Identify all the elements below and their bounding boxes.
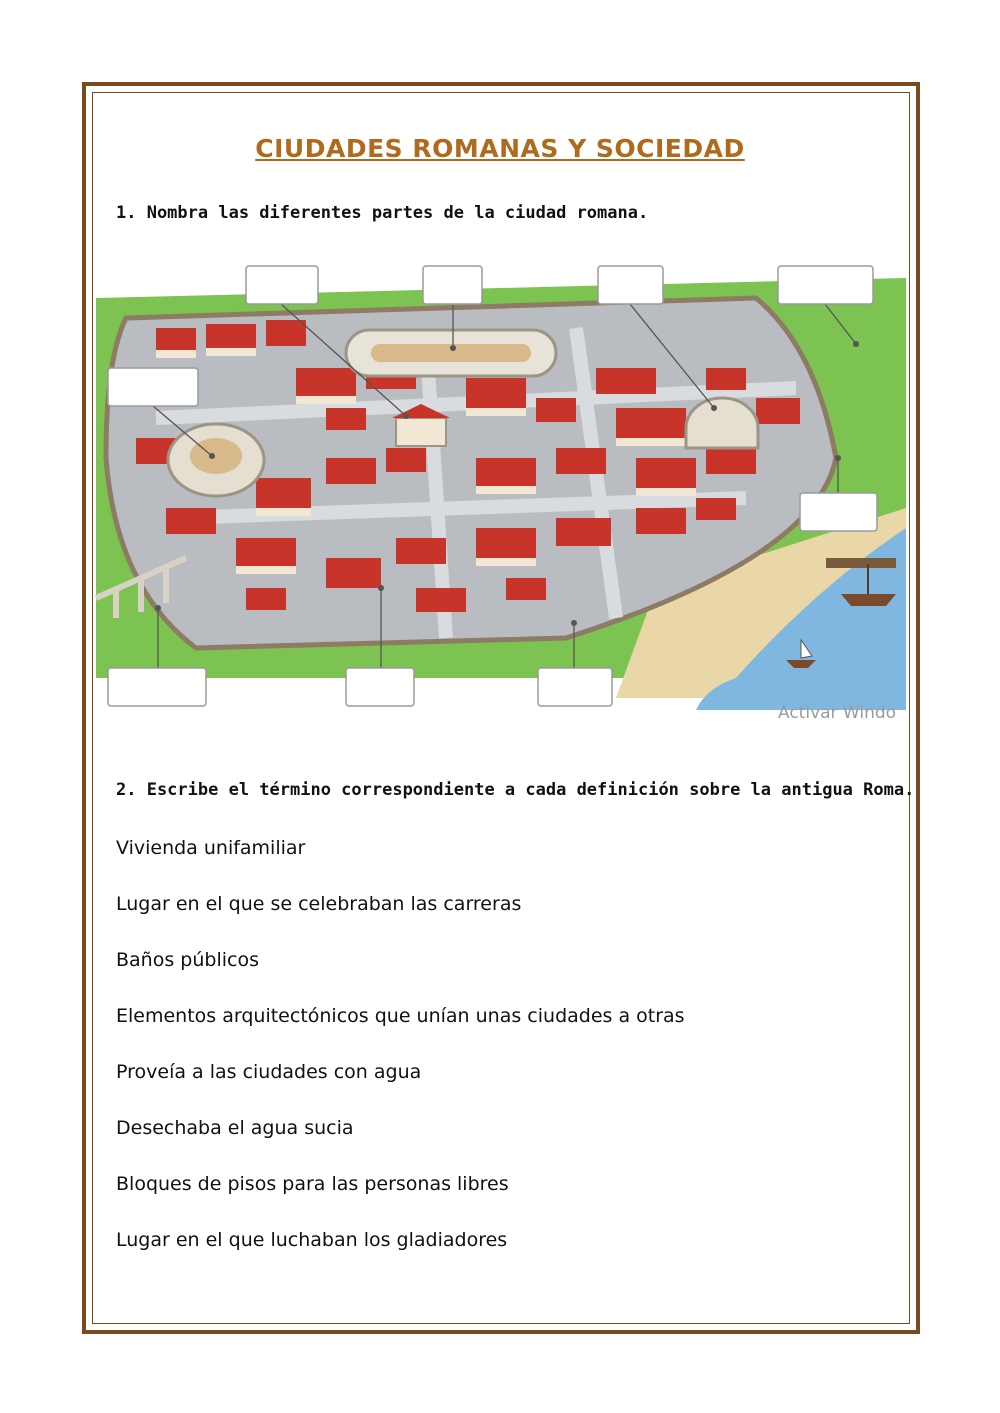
answer-box-6[interactable]: [800, 493, 877, 531]
definition-item: Vivienda unifamiliar: [116, 837, 306, 859]
definition-item: Lugar en el que luchaban los gladiadores: [116, 1229, 508, 1251]
theatre: [686, 398, 758, 448]
question-1: 1. Nombra las diferentes partes de la ciudad romana.: [116, 203, 649, 223]
answer-box-1[interactable]: [246, 266, 318, 304]
definition-item: Lugar en el que se celebraban las carreras: [116, 893, 522, 915]
question-2: 2. Escribe el término correspondiente a cada definición sobre la antigua Roma.: [116, 780, 915, 800]
answer-box-8[interactable]: [346, 668, 414, 706]
page-title: CIUDADES ROMANAS Y SOCIEDAD: [255, 134, 745, 163]
definition-item: Proveía a las ciudades con agua: [116, 1061, 422, 1083]
watermark-text: Activar Windo: [778, 703, 897, 723]
definitions-list: [116, 834, 685, 1282]
port: [826, 558, 896, 568]
definition-item: Desechaba el agua sucia: [116, 1117, 354, 1139]
definition-item: Baños públicos: [116, 949, 259, 971]
answer-box-2[interactable]: [423, 266, 482, 304]
forum-temple: [396, 418, 446, 446]
definition-item: Elementos arquitectónicos que unían unas ciudades a otras: [116, 1005, 685, 1027]
roman-city-illustration: [96, 258, 906, 723]
answer-box-3[interactable]: [598, 266, 663, 304]
answer-box-5[interactable]: [108, 368, 198, 406]
answer-box-4[interactable]: [778, 266, 873, 304]
definition-item: Bloques de pisos para las personas libres: [116, 1173, 509, 1195]
answer-box-7[interactable]: [108, 668, 206, 706]
answer-box-9[interactable]: [538, 668, 612, 706]
